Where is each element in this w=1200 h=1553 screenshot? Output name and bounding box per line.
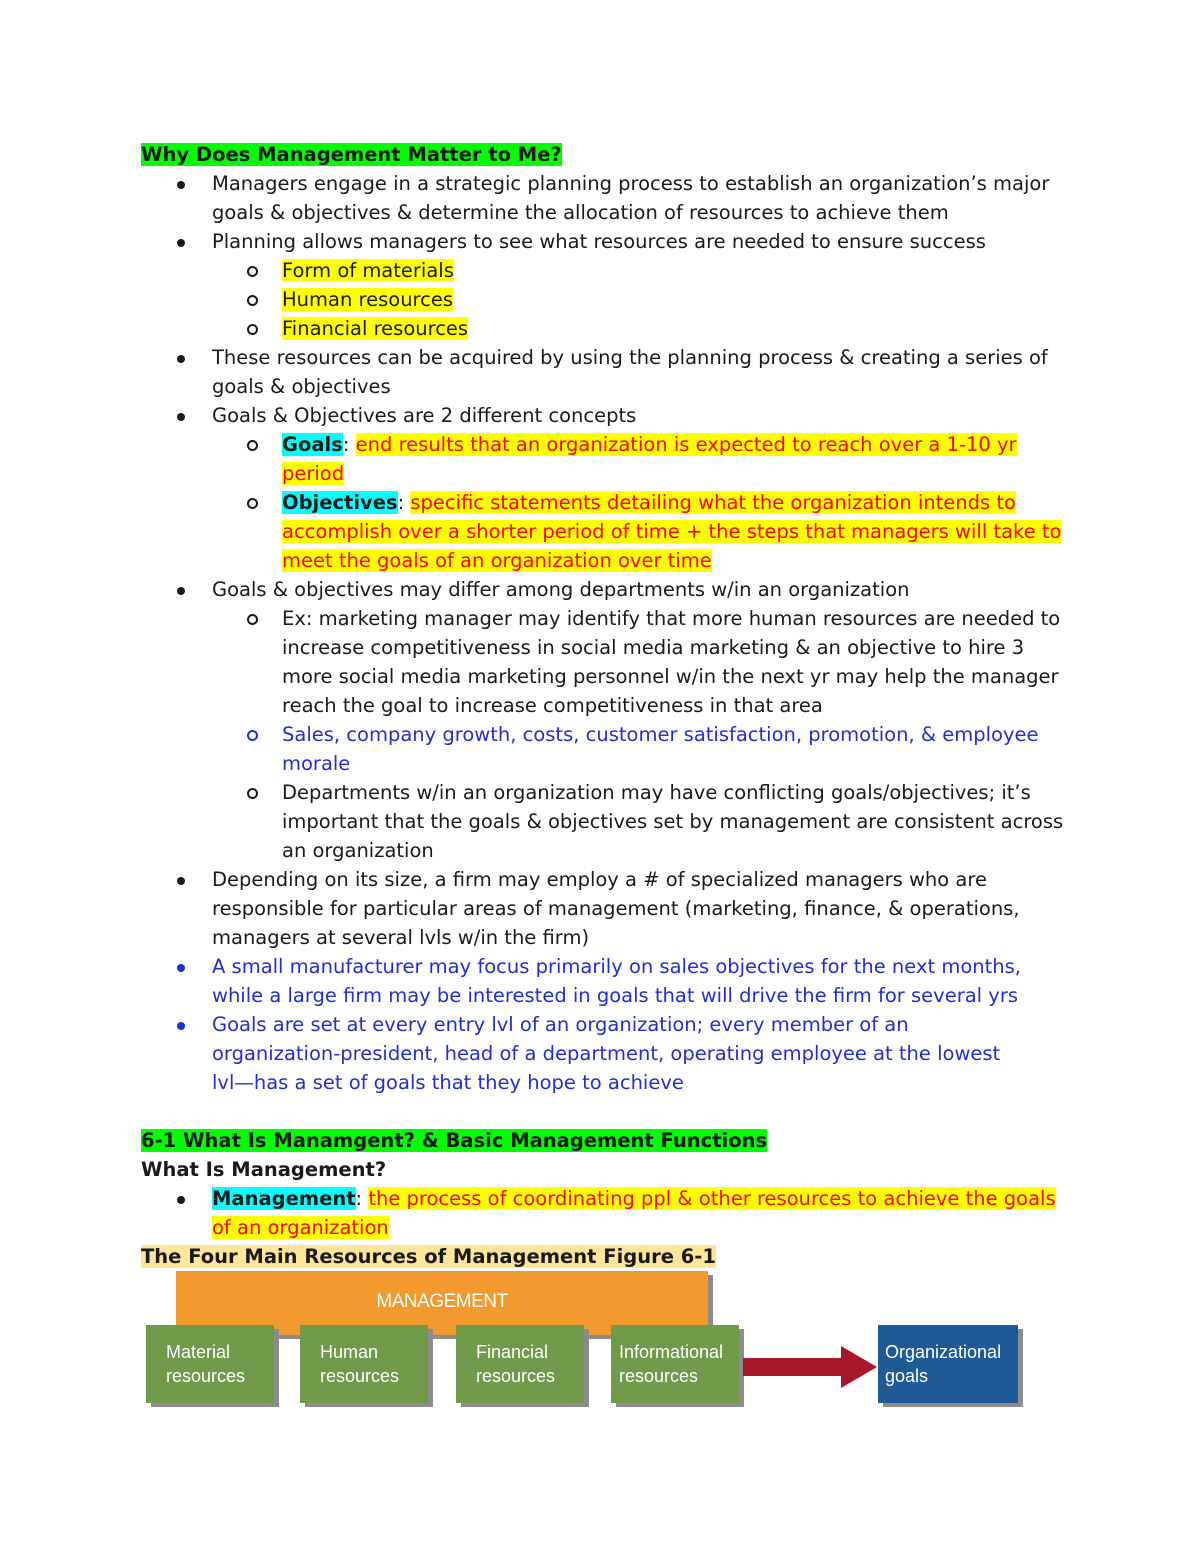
circle-bullet-icon [247,488,258,517]
list-item: Goals & Objectives are 2 different concepts [141,401,1071,430]
list-item: Planning allows managers to see what resources are needed to ensure success [141,227,1071,256]
circle-bullet-icon [247,285,258,314]
list-item: A small manufacturer may focus primarily on sales objectives for the next months, [141,952,1071,981]
bullet-icon [177,343,185,372]
sub-list-item: Departments w/in an organization may have conflicting goals/objectives; it’s [141,778,1071,807]
management-term: Management [212,1187,356,1210]
goals-term: Goals [282,433,343,456]
circle-bullet-icon [247,430,258,459]
human-resources-box: Human resources [300,1325,428,1403]
sub-list-item: Human resources [141,285,1071,314]
sub-list-item: Goals: end results that an organization is expected to reach over a 1-10 yr [141,430,1071,459]
sub-list-item: Financial resources [141,314,1071,343]
list-item: Depending on its size, a firm may employ a # of specialized managers who are [141,865,1071,894]
bullet-icon [177,227,185,256]
circle-bullet-icon [247,314,258,343]
circle-bullet-icon [247,720,258,749]
list-item: Goals are set at every entry lvl of an organization; every member of an [141,1010,1071,1039]
sub-heading: What Is Management? [141,1158,387,1181]
bullet-icon [177,1010,185,1039]
bullet-icon [177,952,185,981]
organizational-goals-box: Organizational goals [878,1325,1018,1403]
informational-resources-box: Informational resources [611,1325,739,1403]
bullet-icon [177,575,185,604]
bullet-icon [177,169,185,198]
circle-bullet-icon [247,604,258,633]
bullet-icon [177,1184,185,1213]
sub-list-item: Ex: marketing manager may identify that more human resources are needed to [141,604,1071,633]
section-heading: 6-1 What Is Manamgent? & Basic Management Functions [141,1129,768,1152]
resources-figure [143,1268,1023,1408]
figure-title: The Four Main Resources of Management Figure 6-1 [141,1245,716,1268]
objectives-term: Objectives [282,491,398,514]
financial-resources-box: Financial resources [456,1325,584,1403]
bullet-icon [177,401,185,430]
circle-bullet-icon [247,778,258,807]
list-item: Management: the process of coordinating ppl & other resources to achieve the goals [141,1184,1071,1213]
list-item: Managers engage in a strategic planning process to establish an organization’s major [141,169,1071,198]
right-arrow-icon [743,1346,878,1388]
material-resources-box: Material resources [146,1325,274,1403]
list-item: These resources can be acquired by using the planning process & creating a series of [141,343,1071,372]
sub-list-item: Form of materials [141,256,1071,285]
management-box: MANAGEMENT [176,1271,708,1335]
document-page: Why Does Management Matter to Me? Managers engage in a strategic planning process to establish an organization’s major goals & objectives & determine the allocation of resources to achieve them Planning allows managers to see what resources are needed to ensure success Form of materials Human resources Financial resources These resources can be acquired by using the planning process & creating a series of goals & objectives Goals & Objectives are 2 different concepts Goals: end results that an organization is expected to reach over a 1-10 yr period Objectives: specific statements detailing what the organization intends to accomplish over a shorter period of time + the steps that managers will take to meet the goals of an organization over time Goals & objectives may differ among departments w/in an organization Ex: marketing manager may identify that more human resources are needed to increase competitiveness in social media marketing & an objective to hire 3 more social media marketing personnel w/in the next yr may help the manager reach the goal to increase competitiveness in that area Sales, company growth, costs, customer satisfaction, promotion, & employee morale Departments w/in an organization may have conflicting goals/objectives; it’s important that the goals & objectives set by management are consistent across an organization Depending on its size, a firm may employ a # of specialized managers who are responsible for particular areas of management (marketing, finance, & operations, managers at several lvls w/in the firm) A small manufacturer may focus primarily on sales objectives for the next months, while a large firm may be interested in goals that will drive the firm for several yrs Goals are set at every entry lvl of an organization; every member of an organization-president, head of a department, operating employee at the lowest lvl—has a set of goals that they hope to achieve 6-1 What Is Manamgent? & Basic Management Functions What Is Management? Management: the process of coordinating ppl & other resources to achieve the goals of an organization The Four Main Resources of Management Figure 6-1 [141,140,1071,1271]
bullet-icon [177,865,185,894]
sub-list-item: Sales, company growth, costs, customer satisfaction, promotion, & employee [141,720,1071,749]
section-heading: Why Does Management Matter to Me? [141,143,562,166]
circle-bullet-icon [247,256,258,285]
list-item: Goals & objectives may differ among departments w/in an organization [141,575,1071,604]
sub-list-item: Objectives: specific statements detailing what the organization intends to [141,488,1071,517]
